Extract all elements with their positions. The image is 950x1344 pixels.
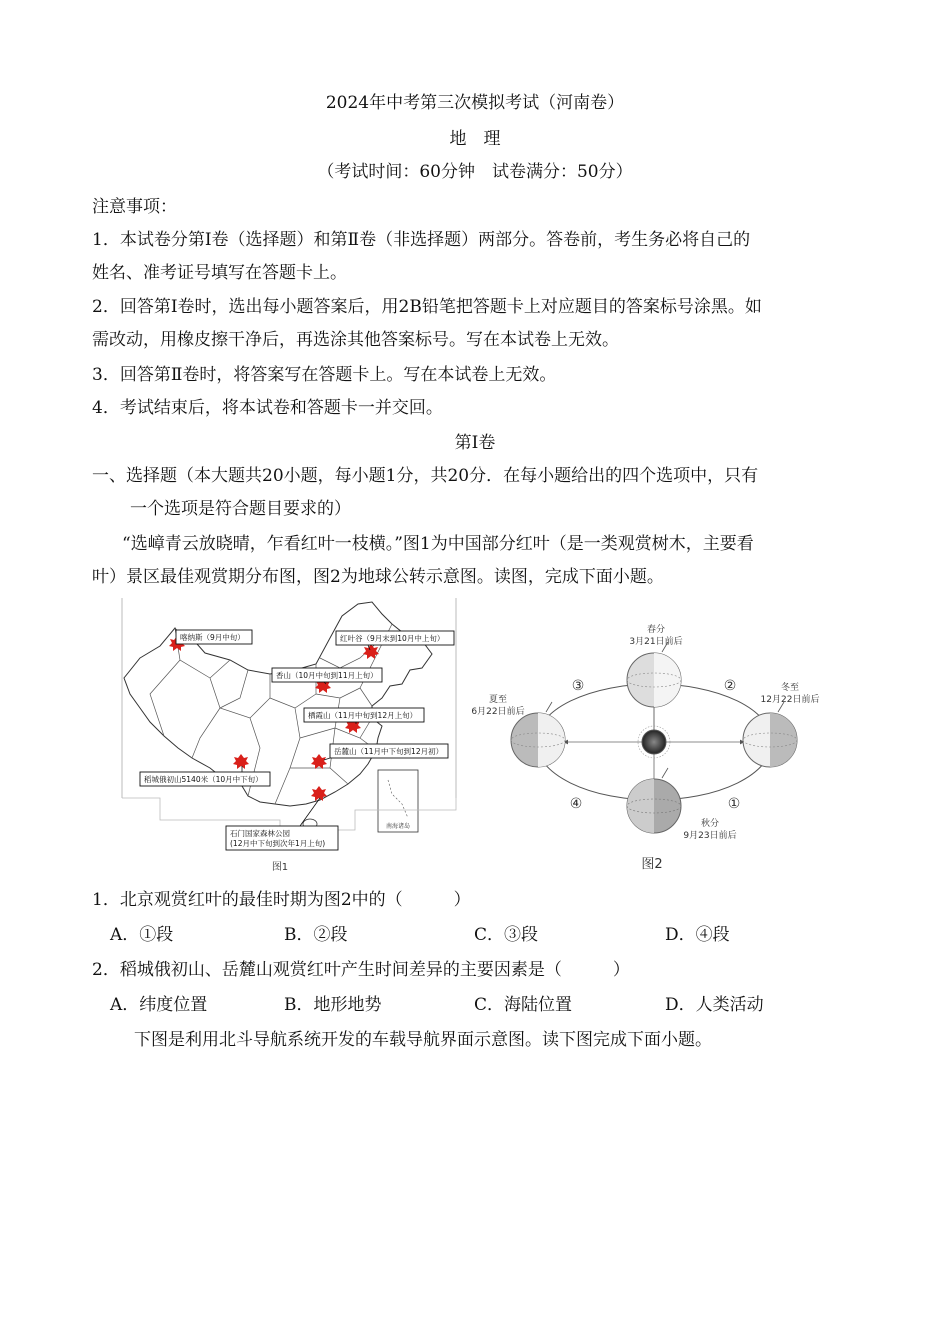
q1-option-c[interactable]: C．③段 [474, 925, 539, 945]
q1-option-b[interactable]: B．②段 [284, 925, 348, 945]
intro-line-1: “选嶂青云放晓晴，乍看红叶一枝横。”图1为中国部分红叶（是一类观赏树木，主要看 [122, 534, 754, 554]
label-qiufen-date: 9月23日前后 [683, 831, 737, 841]
q2-option-b[interactable]: B．地形地势 [284, 995, 382, 1015]
notice-item-3: 3．回答第Ⅱ卷时，将答案写在答题卡上。写在本试卷上无效。 [92, 365, 557, 385]
q1-option-d[interactable]: D．④段 [665, 925, 730, 945]
notice-item-2-line-2: 需改动，用橡皮擦干净后，再选涂其他答案标号。写在本试卷上无效。 [92, 330, 619, 350]
label-dongzhi-date: 12月22日前后 [760, 695, 820, 705]
segment-4-label: ④ [569, 796, 583, 812]
notice-item-4: 4．考试结束后，将本试卷和答题卡一并交回。 [92, 398, 443, 418]
q1-option-a[interactable]: A．①段 [110, 925, 174, 945]
label-qiufen: 秋分 [700, 819, 720, 829]
part1-line-2: 一个选项是符合题目要求的） [130, 499, 351, 519]
earth-dongzhi [743, 713, 797, 767]
label-kanas: 喀纳斯（9月中旬） [180, 633, 245, 642]
segment-3-label: ③ [571, 678, 585, 694]
sun [642, 730, 666, 754]
label-xiazhi-date: 6月22日前后 [471, 707, 525, 717]
label-hongyegu: 红叶谷（9月末到10月中上旬） [340, 634, 445, 643]
part1-line-1: 一、选择题（本大题共20小题，每小题1分，共20分．在每小题给出的四个选项中，只有 [92, 466, 759, 486]
label-shimen-line-1: 石门国家森林公园 [230, 829, 290, 838]
label-xiazhi: 夏至 [488, 695, 508, 705]
figure-2-caption: 图2 [641, 857, 663, 872]
notice-item-1-line-2: 姓名、准考证号填写在答题卡上。 [92, 263, 347, 283]
q2-option-c[interactable]: C．海陆位置 [474, 995, 573, 1015]
label-qixiashan: 栖霞山（11月中旬到12月上旬） [308, 711, 418, 720]
label-chunfen-date: 3月21日前后 [629, 637, 683, 647]
earth-xiazhi [511, 713, 565, 767]
outro-text: 下图是利用北斗导航系统开发的车载导航界面示意图。读下图完成下面小题。 [134, 1030, 712, 1050]
label-chunfen: 春分 [646, 625, 666, 635]
label-daocheng: 稻城俄初山5140米（10月中下旬） [144, 775, 263, 784]
q2-option-a[interactable]: A．纬度位置 [110, 995, 208, 1015]
q2-option-d[interactable]: D．人类活动 [665, 995, 764, 1015]
south-sea-label: 南海诸岛 [385, 823, 411, 830]
segment-1-label: ① [727, 796, 741, 812]
exam-title: 2024年中考第三次模拟考试（河南卷） [325, 93, 625, 113]
earth-chunfen [627, 653, 681, 707]
label-shimen-line-2: (12月中下旬到次年1月上旬) [230, 839, 326, 848]
notice-heading: 注意事项： [92, 197, 177, 217]
earth-qiufen [627, 779, 681, 833]
figure-1-caption: 图1 [271, 862, 289, 873]
label-dongzhi: 冬至 [780, 683, 800, 693]
label-xiangshan: 香山（10月中旬到11月上旬） [276, 671, 378, 680]
q1-stem: 1．北京观赏红叶的最佳时期为图2中的（ ） [92, 890, 471, 910]
figure-1-map [120, 598, 460, 876]
notice-item-2-line-1: 2．回答第Ⅰ卷时，选出每小题答案后，用2B铅笔把答题卡上对应题目的答案标号涂黑。如 [92, 297, 762, 317]
section-title: 第Ⅰ卷 [454, 433, 496, 453]
q2-stem: 2．稻城俄初山、岳麓山观赏红叶产生时间差异的主要因素是（ ） [92, 960, 630, 980]
subject-title: 地 理 [449, 129, 501, 149]
figure-2-orbit [468, 612, 828, 874]
intro-line-2: 叶）景区最佳观赏期分布图，图2为地球公转示意图。读图，完成下面小题。 [92, 567, 664, 587]
label-yuelushan: 岳麓山（11月中下旬到12月初） [334, 747, 444, 756]
exam-info: （考试时间：60分钟 试卷满分：50分） [317, 162, 633, 182]
notice-item-1-line-1: 1．本试卷分第Ⅰ卷（选择题）和第Ⅱ卷（非选择题）两部分。答卷前，考生务必将自己的 [92, 230, 751, 250]
segment-2-label: ② [723, 678, 737, 694]
